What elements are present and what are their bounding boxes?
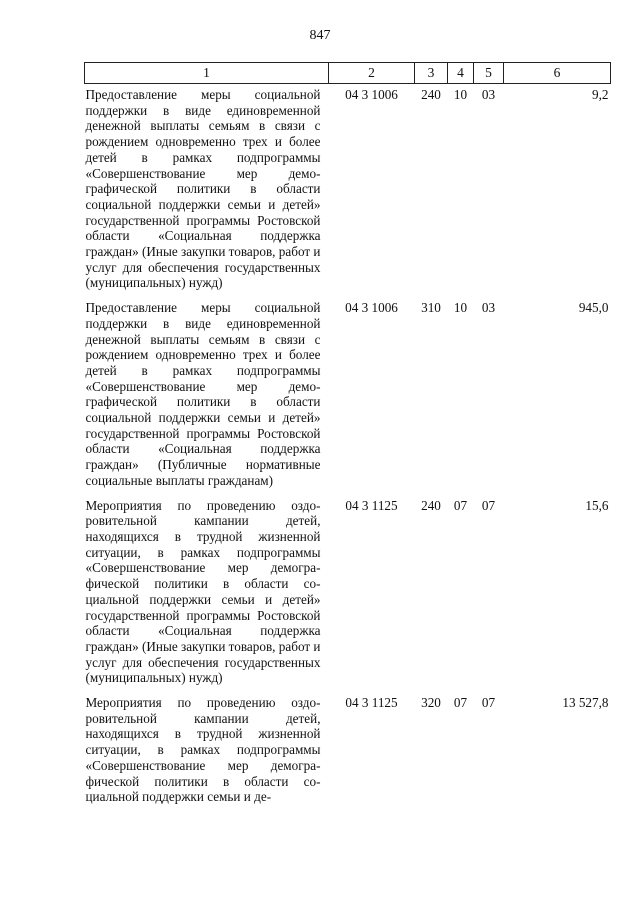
column-header: 5	[474, 63, 504, 84]
row-col3: 240	[421, 87, 441, 102]
row-col4: 10	[453, 87, 468, 102]
table-header-row	[85, 63, 611, 84]
column-header: 2	[329, 63, 415, 84]
row-col4: 07	[453, 695, 468, 711]
row-col5: 07	[481, 497, 496, 513]
row-amount: 13 527,8	[562, 695, 609, 711]
row-amount: 15,6	[585, 497, 609, 513]
row-code: 04 3 1006	[345, 300, 398, 316]
row-code: 04 3 1006	[345, 87, 398, 102]
row-code: 04 3 1125	[345, 497, 398, 513]
row-description: Мероприятия по проведению оздоровительной кампании детей, находящихся в трудной жизненной ситуации, в рамках подпрограммы «Совершенствование мер демографической политики в области социальной поддержки семьи и детей» государственной программы Ростовской области «Социальная поддержка граждан» (Иные закупки товаров, работ и услуг для обеспечения государственных (муниципальных) нужд)	[85, 497, 321, 686]
column-header: 3	[415, 63, 448, 84]
row-description: Предоставление меры социальной поддержки в виде единовременной денежной выплаты семьям в связи с рождением одновременно трех и более детей в рамках подпрограммы «Совершенствование мер демографической политики в области социальной поддержки семьи и детей» государственной программы Ростовской области «Социальная поддержка граждан» (Иные закупки товаров, работ и услуг для обеспечения государственных (муниципальных) нужд)	[85, 87, 321, 291]
column-header: 4	[448, 63, 474, 84]
page-number: 847	[309, 28, 331, 43]
row-col4: 10	[453, 300, 468, 316]
row-col4: 07	[453, 497, 468, 513]
table-row	[85, 495, 611, 692]
row-amount: 9,2	[592, 87, 609, 102]
table-row	[85, 692, 611, 811]
table-row	[85, 84, 611, 298]
row-col3: 240	[421, 497, 441, 513]
budget-table	[84, 62, 611, 811]
row-col5: 03	[481, 87, 496, 102]
row-description: Предоставление меры социальной поддержки в виде единовременной денежной выплаты семьям в связи с рождением одновременно трех и более детей в рамках подпрограммы «Совершенствование мер демографической политики в области социальной поддержки семьи и детей» государственной программы Ростовской области «Социальная поддержка граждан» (Публичные нормативные социальные выплаты гражданам)	[85, 300, 321, 488]
table-row	[85, 297, 611, 494]
row-col5: 07	[481, 695, 496, 711]
row-col3: 320	[421, 695, 441, 711]
row-col3: 310	[421, 300, 441, 316]
row-code: 04 3 1125	[345, 695, 398, 711]
column-header: 6	[504, 63, 611, 84]
row-amount: 945,0	[578, 300, 609, 316]
row-col5: 03	[481, 300, 496, 316]
column-header: 1	[85, 63, 329, 84]
row-description: Мероприятия по проведению оздоровительной кампании детей, находящихся в трудной жизненной ситуации, в рамках подпрограммы «Совершенствование мер демографической политики в области социальной поддержки семьи и де-	[85, 695, 321, 805]
